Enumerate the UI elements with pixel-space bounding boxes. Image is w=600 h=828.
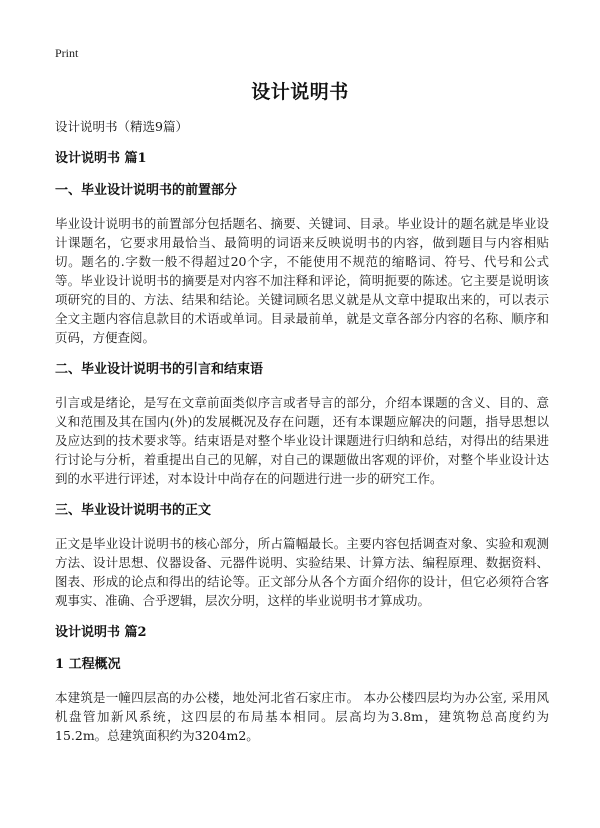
subsection-title: 三、毕业设计说明书的正文 [55,503,212,518]
print-link[interactable]: Print [55,46,79,60]
subsection-title: 二、毕业设计说明书的引言和结束语 [55,362,264,377]
document-subtitle: 设计说明书（精选9篇） [55,119,188,134]
paragraph: 本建筑是一幢四层高的办公楼，地处河北省石家庄市。 本办公楼四层均为办公室, 采用风机盘管加新风系统，这四层的布局基本相同。层高均为3.8m，建筑物总高度约为15.2m。总建筑面积约为3204m2。 [55,690,549,743]
section-heading: 设计说明书 篇1 [55,151,147,166]
paragraph: 正文是毕业设计说明书的核心部分，所占篇幅最长。主要内容包括调查对象、实验和观测方法、设计思想、仪器设备、元器件说明、实验结果、计算方法、编程原理、数据资料、图表、形成的论点和得出的结论等。正文部分从各个方面介绍你的设计，但它必须符合客观事实、准确、合乎逻辑，层次分明，这样的毕业说明书才算成功。 [55,536,549,608]
paragraph: 引言或是绪论，是写在文章前面类似序言或者导言的部分，介绍本课题的含义、目的、意义和范围及其在国内(外)的发展概况及存在问题，还有本课题应解决的问题，指导思想以及应达到的技术要求等。结束语是对整个毕业设计课题进行归纳和总结，对得出的结果进行讨论与分析，着重提出自己的见解，对自己的课题做出客观的评价，对整个毕业设计达到的水平进行评述，对本设计中尚存在的问题进行进一步的研究工作。 [55,395,549,486]
document-body [55,118,549,759]
subsection-title: 一、毕业设计说明书的前置部分 [55,183,238,198]
subsection-title: 1 工程概况 [55,657,121,672]
section-heading: 设计说明书 篇2 [55,625,147,640]
paragraph: 毕业设计说明书的前置部分包括题名、摘要、关键词、目录。毕业设计的题名就是毕业设计课题名，它要求用最恰当、最简明的词语来反映说明书的内容，做到题目与内容相贴切。题名的.字数一般不得超过20个字，不能使用不规范的缩略词、符号、代号和公式等。毕业设计说明书的摘要是对内容不加注释和评论，简明扼要的陈述。它主要是说明该项研究的目的、方法、结果和结论。关键词顾名思义就是从文章中提取出来的，可以表示全文主题内容信息款目的术语或单词。目录最前单，就是文章各部分内容的名称、顺序和页码，方便查阅。 [55,216,549,345]
page-title: 设计说明书 [251,81,349,103]
